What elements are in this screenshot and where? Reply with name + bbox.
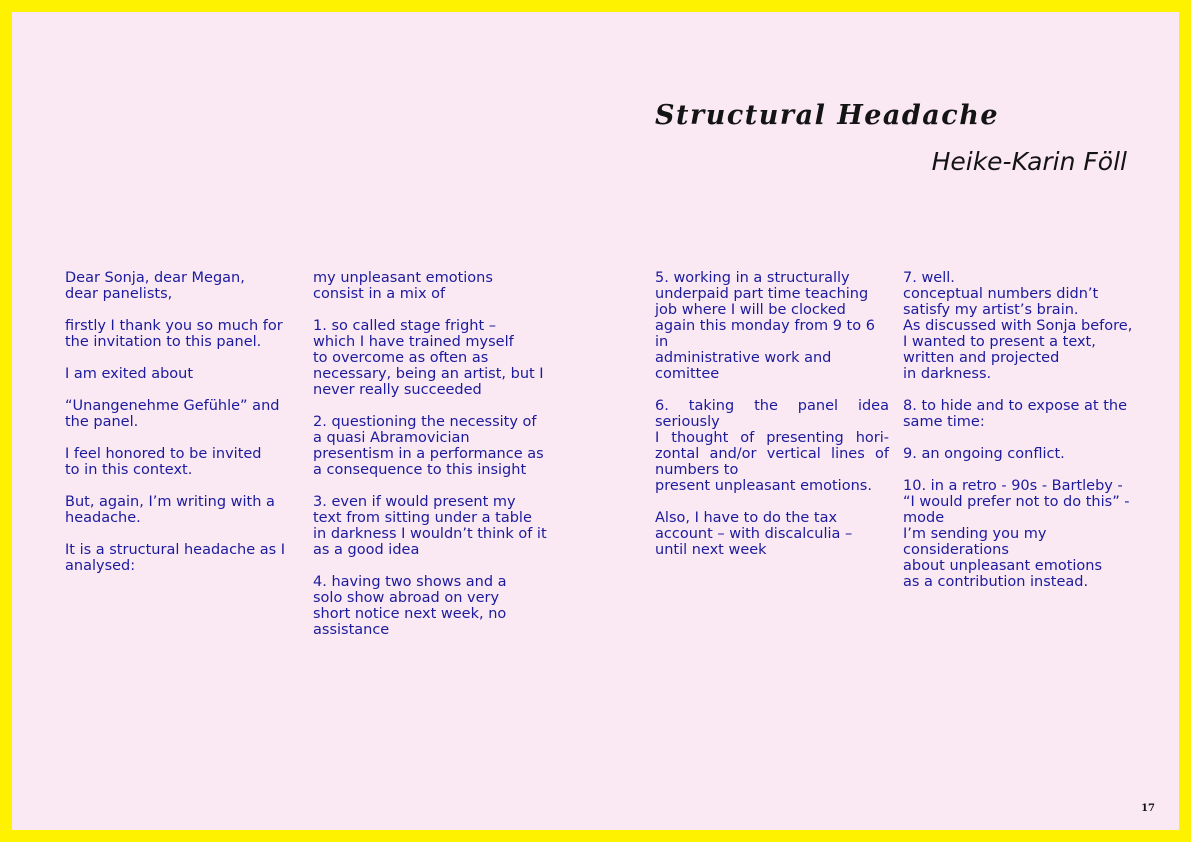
paragraph: “Unangenehme Gefühle” and the panel. xyxy=(65,398,280,430)
text-column-3 xyxy=(655,270,889,574)
article-title: Structural Headache xyxy=(655,100,1000,131)
paragraph: But, again, I’m writing with a headache. xyxy=(65,494,275,526)
paragraph: Also, I have to do the tax account – with discalculia – until next week xyxy=(655,510,853,558)
paragraph: 8. to hide and to expose at the same time: xyxy=(903,398,1127,430)
text-column-4 xyxy=(903,270,1138,606)
paragraph: 4. having two shows and a solo show abroad on very short notice next week, no assistance xyxy=(313,574,507,638)
paragraph: my unpleasant emotions consist in a mix of xyxy=(313,270,493,302)
paragraph: 3. even if would present my text from sitting under a table in darkness I wouldn’t think of it as a good idea xyxy=(313,494,547,558)
paragraph: Dear Sonja, dear Megan, dear panelists, xyxy=(65,270,245,302)
paragraph: 10. in a retro - 90s - Bartleby - “I would prefer not to do this” - mode I’m sending you my considerations about unpleasant emotions as a contribution instead. xyxy=(903,478,1130,590)
page-number: 17 xyxy=(1141,803,1155,814)
paragraph: 2. questioning the necessity of a quasi Abramovician presentism in a performance as a consequence to this insight xyxy=(313,414,544,478)
paragraph: I am exited about xyxy=(65,366,194,382)
paragraph: 9. an ongoing conflict. xyxy=(903,446,1065,462)
paragraph: firstly I thank you so much for the invitation to this panel. xyxy=(65,318,283,350)
paragraph: 7. well. conceptual numbers didn’t satisfy my artist’s brain. As discussed with Sonja before, I wanted to present a text, written and projected in darkness. xyxy=(903,270,1133,382)
text-column-2 xyxy=(313,270,548,654)
text-column-1 xyxy=(65,270,300,590)
page xyxy=(12,12,1179,830)
paragraph: 1. so called stage fright – which I have trained myself to overcome as often as necessary, being an artist, but I never really succeeded xyxy=(313,318,544,398)
paragraph: 5. working in a structurally underpaid part time teaching job where I will be clocked again this monday from 9 to 6 in administrative work and comittee xyxy=(655,270,875,382)
paragraph: 6. taking the panel idea seriously I thought of presenting hori-zontal and/or vertical lines of numbers to present unpleasant emotions. xyxy=(655,398,889,494)
paragraph: I feel honored to be invited to in this context. xyxy=(65,446,262,478)
article-author: Heike-Karin Föll xyxy=(931,147,1127,176)
paragraph: It is a structural headache as I analysed: xyxy=(65,542,286,574)
